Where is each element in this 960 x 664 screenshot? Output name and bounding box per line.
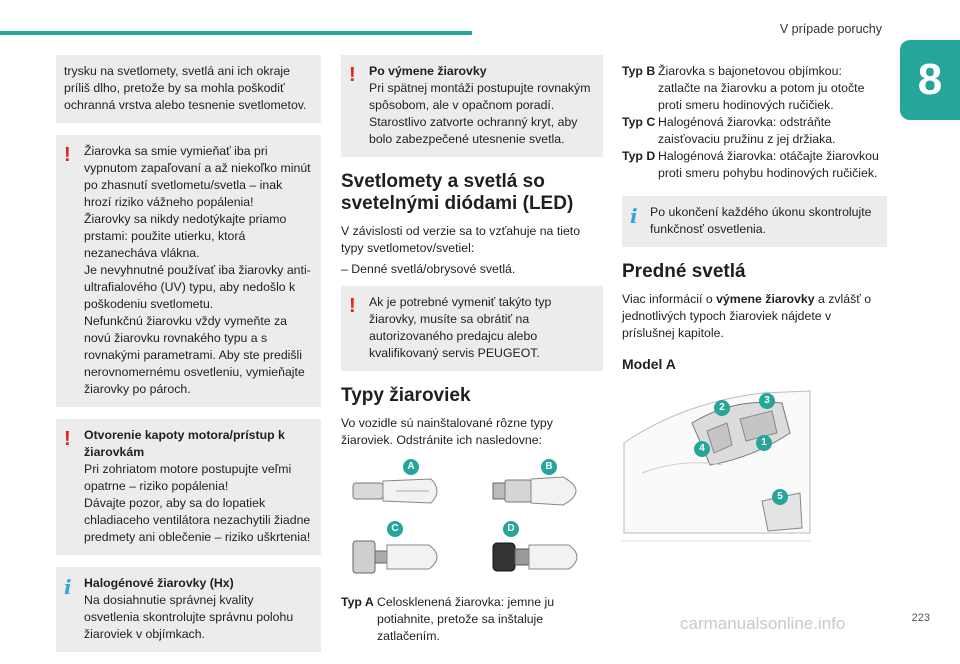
callout-badge: 2 — [714, 400, 730, 416]
column-2 — [341, 55, 603, 645]
bulb-types-illustration — [341, 453, 601, 588]
chapter-tab: 8 — [900, 40, 960, 120]
bulb-type-description: Halogénová žiarovka: otáčajte žiarovkou proti smeru pohybu hodinových ručičiek. — [658, 149, 879, 180]
led-text: V závislosti od verzie sa to vzťahuje na tieto typy svetlometov/svetiel: — [341, 224, 581, 255]
text-run: a zvlášť o jednotlivých typoch žiaroviek nájdete v príslušnej kapitole. — [622, 292, 872, 340]
text-run-bold: výmene žiarovky — [716, 292, 815, 306]
front-lights-text — [622, 291, 887, 342]
info-text: Na dosiahnutie správnej kvality osvetlenia skontrolujte správnu polohu žiaroviek v objímkach. — [84, 593, 294, 641]
bulb-d-illustration — [491, 531, 591, 581]
info-icon: i — [64, 575, 72, 599]
bulb-label-badge: C — [387, 521, 403, 537]
bulb-label-badge: A — [403, 459, 419, 475]
warning-line: Nefunkčnú žiarovku vždy vymeňte za novú žiarovku rovnakého typu a s rovnakými parametrami. Aby ste predišli nerovnomernému osvetleniu, vymieňajte žiarovky po pároch. — [84, 314, 305, 396]
bulb-type-description: Celosklenená žiarovka: jemne ju potiahnite, pretože sa inštaluje zatlačením. — [377, 595, 555, 643]
warning-icon: ! — [64, 144, 71, 166]
section-title: V prípade poruchy — [779, 22, 882, 36]
text-run: Viac informácií o — [622, 292, 717, 306]
bulb-type-description: Halogénová žiarovka: odstráňte zaisťovaciu pružinu z jej držiaka. — [658, 115, 836, 146]
bulb-type-key: Typ B — [622, 64, 656, 78]
bulb-c-illustration — [349, 531, 449, 581]
bulb-a-illustration — [351, 471, 446, 511]
warning-box-after-replacement — [341, 55, 603, 157]
bulb-type-b — [622, 63, 887, 114]
info-box-check-lighting — [622, 196, 887, 247]
warning-line: Starostlivo zatvorte ochranný kryt, aby bolo zabezpečené utesnenie svetla. — [369, 115, 578, 146]
bulb-types-text: Vo vozidle sú nainštalované rôzne typy žiaroviek. Odstránite ich nasledovne: — [341, 416, 553, 447]
warning-line: Je nevyhnutné používať iba žiarovky anti-ultrafialového (UV) typu, aby nedošlo k poškodeniu svetlometu. — [84, 263, 311, 311]
callout-badge: 3 — [759, 393, 775, 409]
warning-line: Žiarovky sa nikdy nedotýkajte priamo prstami: použite utierku, ktorá nezanecháva vlákna. — [84, 212, 287, 260]
bulb-type-c — [622, 114, 887, 148]
heading-bulb-types: Typy žiaroviek — [341, 385, 471, 406]
heading-led: Svetlomety a svetlá so svetelnými diódami (LED) — [341, 171, 574, 214]
page-number: 223 — [911, 612, 930, 624]
bulb-type-description: Žiarovka s bajonetovou objímkou: zatlačte na žiarovku a potom ju otočte proti smeru hodinových ručičiek. — [658, 64, 865, 112]
heading-model-a: Model A — [622, 356, 676, 372]
heading-front-lights: Predné svetlá — [622, 261, 746, 282]
top-accent-bar — [0, 31, 472, 35]
bulb-type-d — [622, 148, 887, 182]
bulb-label-badge: D — [503, 521, 519, 537]
intro-box — [56, 55, 321, 123]
callout-badge: 4 — [694, 441, 710, 457]
info-text: Po ukončení každého úkonu skontrolujte funkčnosť osvetlenia. — [650, 205, 872, 236]
warning-text: Ak je potrebné vymeniť takýto typ žiarovky, musíte sa obrátiť na autorizovaného predajcu alebo kvalifikovaný servis PEUGEOT. — [369, 295, 552, 360]
info-box-halogen — [56, 567, 321, 652]
intro-text: trysku na svetlomety, svetlá ani ich okraje príliš dlho, pretože by sa mohla poškodiť ochranná vrstva alebo tesnenie svetlometov. — [64, 64, 307, 112]
bulb-type-key: Typ D — [622, 149, 656, 163]
warning-icon: ! — [349, 295, 356, 317]
warning-title: Otvorenie kapoty motora/prístup k žiarovkám — [84, 428, 285, 459]
led-list-item: – Denné svetlá/obrysové svetlá. — [341, 262, 516, 276]
callout-badge: 5 — [772, 489, 788, 505]
warning-icon: ! — [349, 64, 356, 86]
warning-box-bulb-handling — [56, 135, 321, 407]
column-3 — [622, 55, 887, 543]
info-title: Halogénové žiarovky (Hx) — [84, 576, 234, 590]
warning-box-hood — [56, 419, 321, 555]
warning-line: Dávajte pozor, aby sa do lopatiek chladiaceho ventilátora nezachytili žiadne predmety ani oblečenie – riziko uškrtenia! — [84, 496, 311, 544]
headlamp-illustration — [622, 383, 812, 543]
warning-title: Po výmene žiarovky — [369, 64, 487, 78]
warning-line: Pri spätnej montáži postupujte rovnakým spôsobom, ale v opačnom poradí. — [369, 81, 591, 112]
warning-icon: ! — [64, 428, 71, 450]
bulb-b-illustration — [491, 471, 591, 511]
warning-line: Pri zohriatom motore postupujte veľmi opatrne – riziko popálenia! — [84, 462, 292, 493]
warning-box-led — [341, 286, 603, 371]
callout-badge: 1 — [756, 435, 772, 451]
watermark: carmanualsonline.info — [680, 614, 846, 633]
column-1 — [56, 55, 321, 664]
bulb-type-key: Typ C — [622, 115, 656, 129]
bulb-label-badge: B — [541, 459, 557, 475]
info-icon: i — [630, 204, 638, 228]
bulb-type-a — [341, 594, 603, 645]
warning-line: Žiarovka sa smie vymieňať iba pri vypnutom zapaľovaní a až niekoľko minút po zhasnutí svetlometu/svetla – inak hrozí riziko vážneho popálenia! — [84, 144, 311, 209]
bulb-type-key: Typ A — [341, 595, 374, 609]
